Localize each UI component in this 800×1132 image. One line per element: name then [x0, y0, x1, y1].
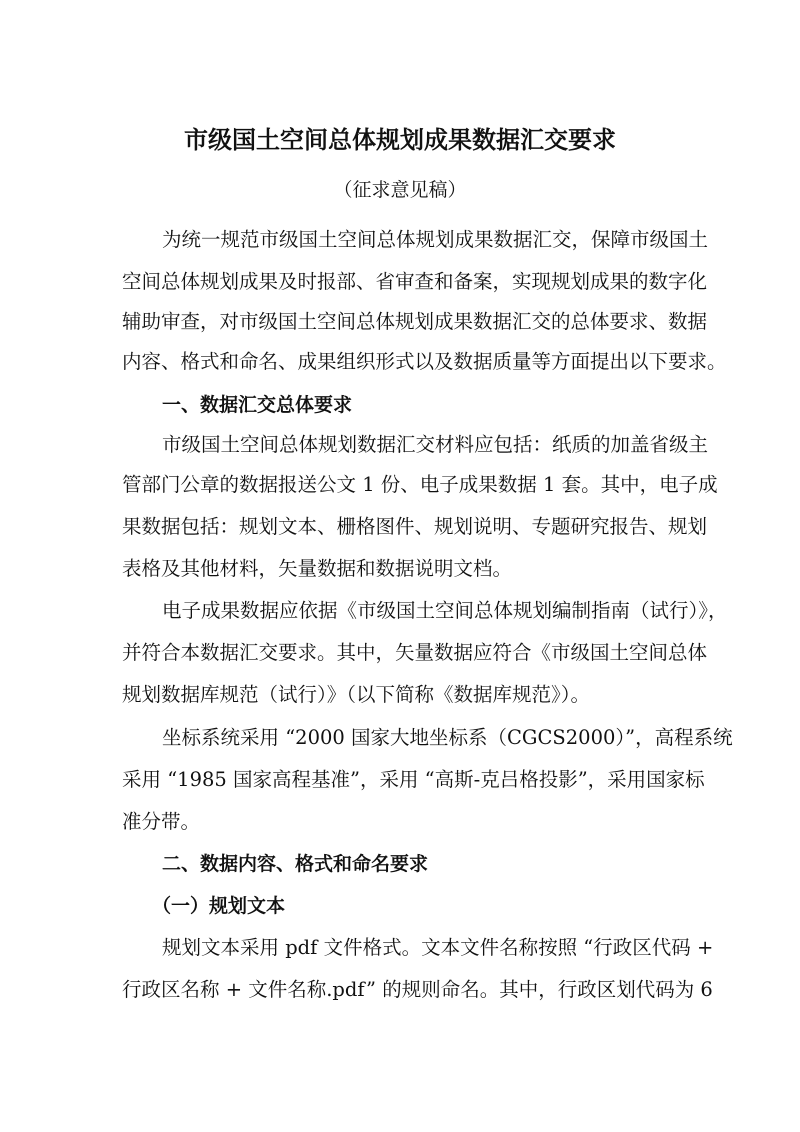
- text-line: 坐标系统采用 “2000 国家大地坐标系（CGCS2000）”，高程系统: [162, 726, 733, 749]
- subsection-heading: （一）规划文本: [152, 895, 286, 917]
- text-line: 果数据包括：规划文本、栅格图件、规划说明、专题研究报告、规划: [122, 515, 708, 538]
- text-line: 电子成果数据应依据《市级国土空间总体规划编制指南（试行）》，: [162, 599, 728, 622]
- text-line: 内容、格式和命名、成果组织形式以及数据质量等方面提出以下要求。: [122, 350, 727, 373]
- section-heading: 二、数据内容、格式和命名要求: [162, 853, 429, 875]
- text-line: 管部门公章的数据报送公文 1 份、电子成果数据 1 套。其中，电子成: [122, 473, 718, 496]
- text-line: 市级国土空间总体规划数据汇交材料应包括：纸质的加盖省级主: [162, 433, 709, 456]
- text-line: 准分带。: [122, 810, 201, 833]
- document-title: 市级国土空间总体规划成果数据汇交要求: [184, 126, 616, 154]
- text-line: 并符合本数据汇交要求。其中，矢量数据应符合《市级国土空间总体: [122, 641, 708, 664]
- text-line: 为统一规范市级国土空间总体规划成果数据汇交，保障市级国土: [162, 228, 709, 251]
- section-heading: 一、数据汇交总体要求: [162, 394, 353, 416]
- text-line: 规划文本采用 pdf 文件格式。文本文件名称按照 “行政区代码 +: [162, 936, 714, 959]
- text-line: 行政区名称 + 文件名称.pdf” 的规则命名。其中，行政区划代码为 6: [122, 978, 713, 1001]
- text-line: 规划数据库规范（试行）》（以下简称《数据库规范》）。: [122, 683, 591, 706]
- text-line: 表格及其他材料，矢量数据和数据说明文档。: [122, 557, 513, 580]
- text-line: 辅助审查，对市级国土空间总体规划成果数据汇交的总体要求、数据: [122, 310, 708, 333]
- text-line: 空间总体规划成果及时报部、省审查和备案，实现规划成果的数字化: [122, 270, 708, 293]
- document-subtitle: （征求意见稿）: [333, 179, 467, 201]
- text-line: 采用 “1985 国家高程基准”，采用 “高斯-克吕格投影”，采用国家标: [122, 768, 705, 791]
